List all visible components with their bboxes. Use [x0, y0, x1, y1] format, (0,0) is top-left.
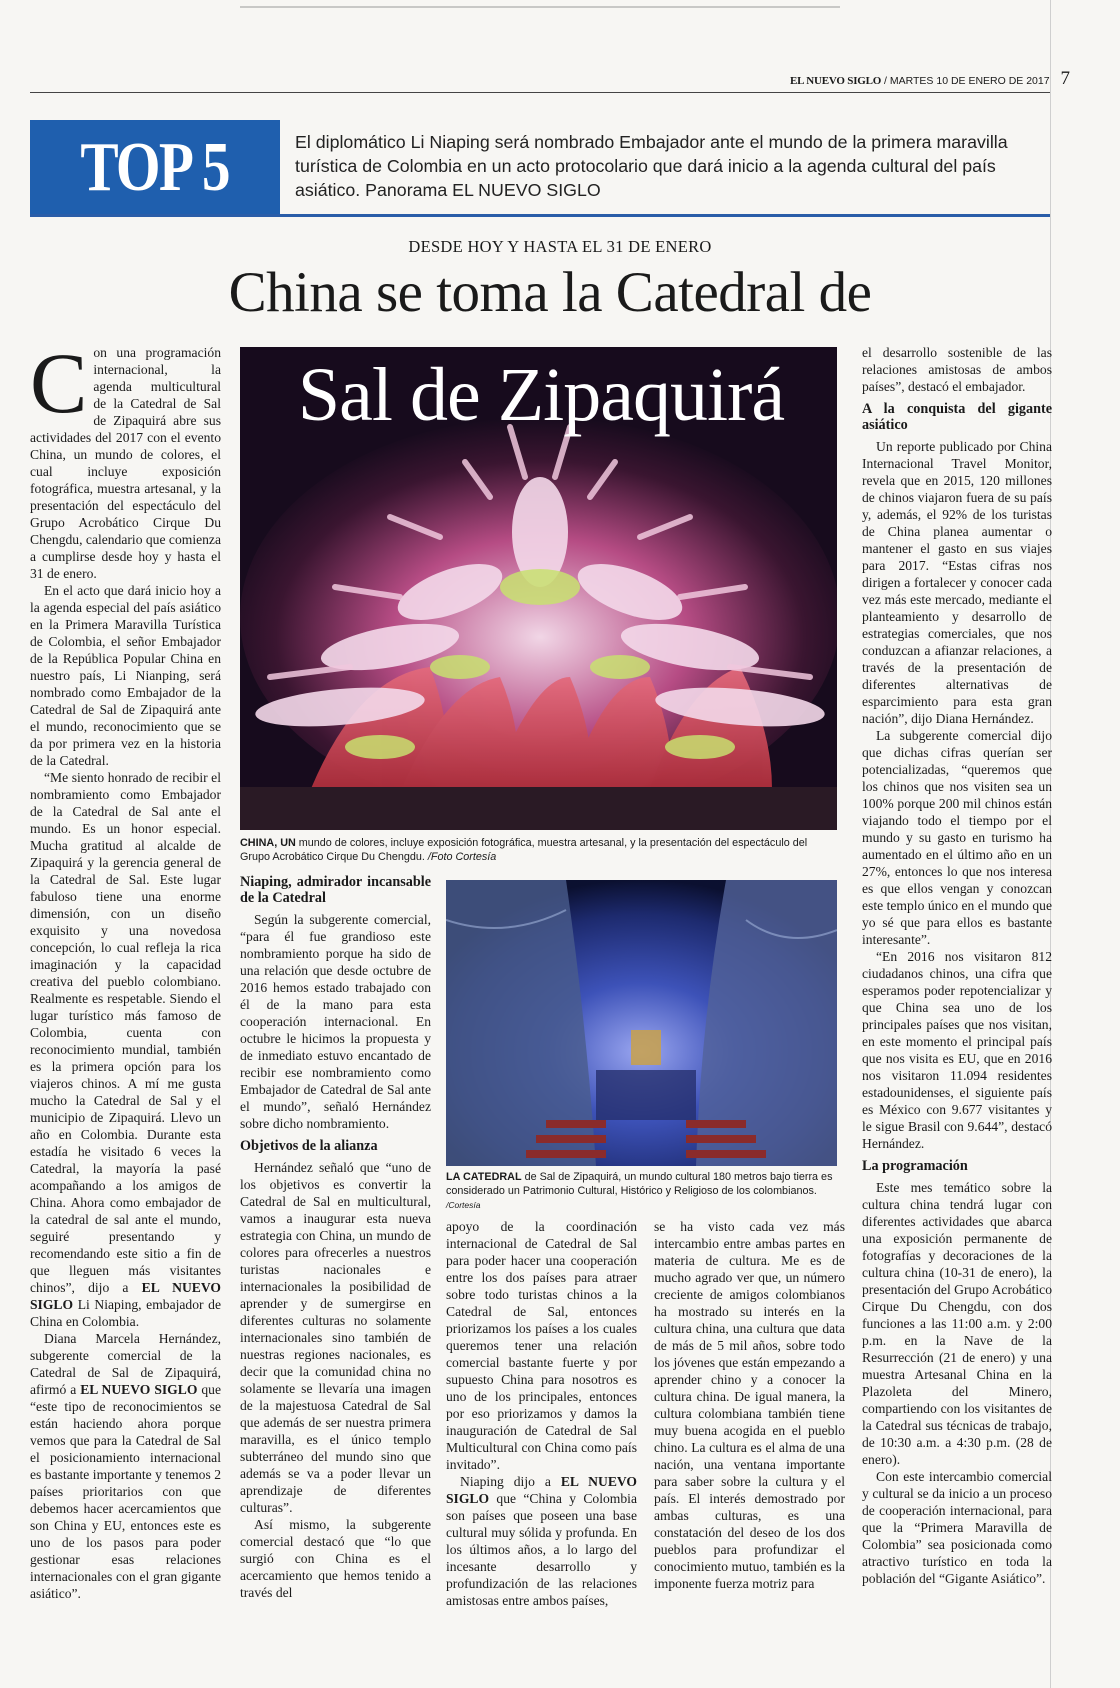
col1-paragraph-2: En el acto que dará inicio hoy a la agenda especial del país asiático en la Primera Maravilla Turística de Colombia, el señor Embajador de la República Popular China en nuestro país, Li Nianping, será nombrado como Embajador de la Catedral de Sal de Zipaquirá ante el mundo, reconocimiento que se da por primera vez en la historia de la Catedral. [30, 583, 221, 768]
subhead-objetivos: Objetivos de la alianza [240, 1138, 378, 1154]
top5-rule [30, 214, 1050, 217]
drop-cap: C [30, 335, 88, 431]
col5-paragraph-0: el desarrollo sostenible de las relaciones amistosas de ambos países”, destacó el embajador. [862, 345, 1052, 394]
col2-paragraph-2: Hernández señaló que “uno de los objetivos es convertir la Catedral de Sal en multicultural, vamos a inaugurar esta nueva estrategia con China, un mundo de colores para ofrecerles a nuestros turistas nacionales e internacionales la posibilidad de aprender y de sumergirse en diferentes culturas no solamente internacionales sino también de nuestras regiones nacionales, es decir que la comunidad china no solamente se llevaría una imagen de la majestuosa Catedral de Sal que además de ser nuestra primera maravilla, es el único templo subterráneo del mundo sino que además se va a poder llevar un aprendizaje de diferentes culturas”. [240, 1160, 431, 1515]
col5-paragraph-3: “En 2016 nos visitaron 812 ciudadanos chinos, una cifra que esperamos poder repotencializar y que China sea uno de los principales países que nos visitan, en este momento el principal país que nos visita es EU, que en 2016 nos visitaron 11.094 residentes estadounidenses, el siguiente país es México con 9.677 visitantes y le sigue Brasil con 9.644”, destacó Hernández. [862, 949, 1052, 1151]
col1-paragraph-1: on una programación internacional, la agenda multicultural de la Catedral de Sal de Zipaquirá abre sus actividades del 2017 con el evento China, un mundo de colores, el cual incluye exposición fotográfica, muestra artesanal, y la presentación del espectáculo del Grupo Acrobático Cirque Du Chengdu, calendario que comienza a cumplirse desde hoy y hasta el 31 de enero. [30, 345, 221, 581]
col3-paragraph-1: apoyo de la coordinación internacional de Catedral de Sal para poder hacer una cooperación entre los dos países para atraer sobre todo turistas chinos a la Catedral de Sal, entonces priorizamos los países a los cuales queremos tener una relación comercial bastante fuerte y por supuesto China para nosotros es uno de los principales, entonces por eso priorizamos y damos la inauguración de Catedral de Sal Multicultural con China como país invitado”. [446, 1219, 637, 1472]
column-2 [240, 874, 431, 1601]
column-4 [654, 1218, 845, 1592]
top5-badge [30, 120, 280, 215]
col3-paragraph-2: Niaping dijo a EL NUEVO SIGLO que “China y Colombia son países que poseen una base cultural muy sólida y profunda. En los últimos años, a lo largo del incesante desarrollo y profundización de las relaciones amistosas entre ambos países, [446, 1474, 637, 1608]
column-3 [446, 1218, 637, 1609]
col5-paragraph-1: Un reporte publicado por China Internacional Travel Monitor, revela que en 2015, 120 millones de chinos viajaron fuera de su país y, además, el 92% de los turistas de China planea aumentar o mantener el gasto en sus viajes para 2017. “Estas cifras nos dirigen a fortalecer y conocer cada vez más este mercado, mediante el planteamiento y desarrollo de estrategias comerciales, que nos conduzcan a afianzar relaciones, a través de la presentación de diferentes alternativas de esparcimiento para esta gran nación”, dijo Diana Hernández. [862, 439, 1052, 726]
photo1-caption: CHINA, UN mundo de colores, incluye exposición fotográfica, muestra artesanal, y la presentación del espectáculo del Grupo Acrobático Cirque Du Chengdu. /Foto Cortesía [240, 837, 808, 863]
headline-line-2: Sal de Zipaquirá [297, 353, 785, 437]
col1-paragraph-3: “Me siento honrado de recibir el nombramiento como Embajador de la Catedral de Sal ante el mundo. Es un honor especial. Mucha gratitud al alcalde de Zipaquirá y la gerencia general de la Catedral de Sal. Este lugar fabuloso tiene una enorme dimensión, con un diseño exquisito y una novedosa concepción, lo cual refleja la rica imaginación y la capacidad creativa del pueblo colombiano. Realmente es respetable. Siendo el lugar turístico más famoso de Colombia, cuenta con reconocimiento mundial, también es la primera opción para los viajeros chinos. A mí me gusta mucho la Catedral de Sal y el municipio de Zipaquirá. Llevo un año en Colombia. Durante esta estadía he visitado 6 veces la Catedral, la mayoría la pasé acompañando a los amigos de China. Ahora como embajador de la catedral de sal ante el mundo, seguiré presentando y recomendando este sitio a fin de que lleguen más visitantes chinos”, dijo a EL NUEVO SIGLO Li Niaping, embajador de China en Colombia. [30, 770, 221, 1329]
col2-paragraph-1: Según la subgerente comercial, “para él fue grandioso este nombramiento porque ha sido de una relación que desde octubre de 2016 hemos estado trabajado con él de la mano para esta cooperación internacional. En octubre le hicimos la propuesta y de inmediato estuvo encantado de recibir ese nombramiento como Embajador de Catedral de Sal ante el mundo”, señaló Hernández sobre dicho nombramiento. [240, 912, 431, 1131]
photo-acrobats [240, 347, 837, 830]
subhead-niaping: Niaping, admirador incansable de la Catedral [240, 874, 431, 906]
subhead-conquista: A la conquista del gigante asiático [862, 401, 1052, 433]
col5-paragraph-2: La subgerente comercial dijo que dichas cifras querían ser potencializadas, “queremos que los chinos que nos visiten sea un 100% porque 200 mil chinos están viajando todo el tiempo por el mundo y su gasto en turismo ha aumentado en el último año en un 27%, entonces lo que nos interesa es que ellos vengan y conozcan este templo único en el mundo que yo sé que para ellos es bastante interesante”. [862, 728, 1052, 947]
page-number: 7 [1060, 68, 1070, 89]
header-rule [30, 92, 1050, 93]
col5-paragraph-4: Este mes temático sobre la cultura china tendrá lugar con diferentes actividades que abarca una exposición permanente de fotografías y decoraciones de la cultura china (10-31 de enero), la presentación del Grupo Acrobático Cirque Du Chengdu, con dos funciones a las 11:00 a.m. y 2:00 p.m. en la Nave de la Resurrección (21 de enero) y una muestra Artesanal China en la Plazoleta del Minero, compartiendo con los visitantes de la Catedral sus técnicas de trabajo, de 10:30 a.m. a 4:30 p.m. (28 de enero). [862, 1180, 1052, 1467]
top5-text: El diplomático Li Niaping será nombrado Embajador ante el mundo de la primera maravilla turística de Colombia en un acto protocolario que dará inicio a la agenda cultural del país asiático. Panorama EL NUEVO SIGLO [295, 132, 1008, 200]
scan-edge [240, 6, 840, 8]
column-1 [30, 335, 221, 1602]
photo-catedral [446, 880, 837, 1166]
header-date: / MARTES 10 DE ENERO DE 2017 [881, 75, 1050, 87]
page-header [790, 68, 1070, 90]
subhead-programacion: La programación [862, 1158, 968, 1174]
col4-paragraph-1: se ha visto cada vez más intercambio entre ambas partes en materia de cultura. Me es de mucho agrado ver que, un número creciente de amigos colombianos ha mostrado su interés en la cultura china, una cultura que data de más de 5 mil años, sobre todo los jóvenes que están empezando a aprender chino y a conocer la cultura china. De igual manera, la cultura colombiana también tiene muy buena acogida en el pueblo chino. La cultura es el alma de una nación, una ventana importante para saber sobre la cultura y el país. El interés demostrado por ambas culturas, es una constatación del deseo de los dos pueblos para profundizar el conocimiento mutuo, también es la imponente fuerza motriz para [654, 1219, 845, 1591]
column-5 [862, 344, 1052, 1587]
top5-label: TOP 5 [80, 129, 230, 206]
headline-line-1: China se toma la Catedral de [228, 261, 872, 324]
header-paper-name: EL NUEVO SIGLO [790, 75, 882, 87]
article-kicker: DESDE HOY Y HASTA EL 31 DE ENERO [408, 237, 712, 256]
col5-paragraph-5: Con este intercambio comercial y cultural se da inicio a un proceso de cooperación internacional, para que la “Primera Maravilla de Colombia” sea posicionada como atractivo turístico en toda la población del “Gigante Asiático”. [862, 1469, 1052, 1586]
catedral-illustration [446, 880, 837, 1166]
col2-paragraph-3: Así mismo, la subgerente comercial destacó que “lo que surgió con China es el acercamiento que hemos tenido a través del [240, 1517, 431, 1600]
col1-paragraph-4: Diana Marcela Hernández, subgerente comercial de la Catedral de Sal de Zipaquirá, afirmó a EL NUEVO SIGLO que “este tipo de reconocimientos se están haciendo ahora porque vemos que para la Catedral de Sal el posicionamiento internacional es bastante importante y tenemos 2 países prioritarios con que debemos hacer acercamientos que son China y EU, entonces este es uno de los pasos para poder gestionar esas relaciones internacionales con el gran gigante asiático”. [30, 1331, 221, 1601]
photo2-caption: LA CATEDRAL de Sal de Zipaquirá, un mundo cultural 180 metros bajo tierra es considerado un Patrimonio Cultural, Histórico y Religioso de los colombianos. /Cortesía [446, 1171, 833, 1210]
